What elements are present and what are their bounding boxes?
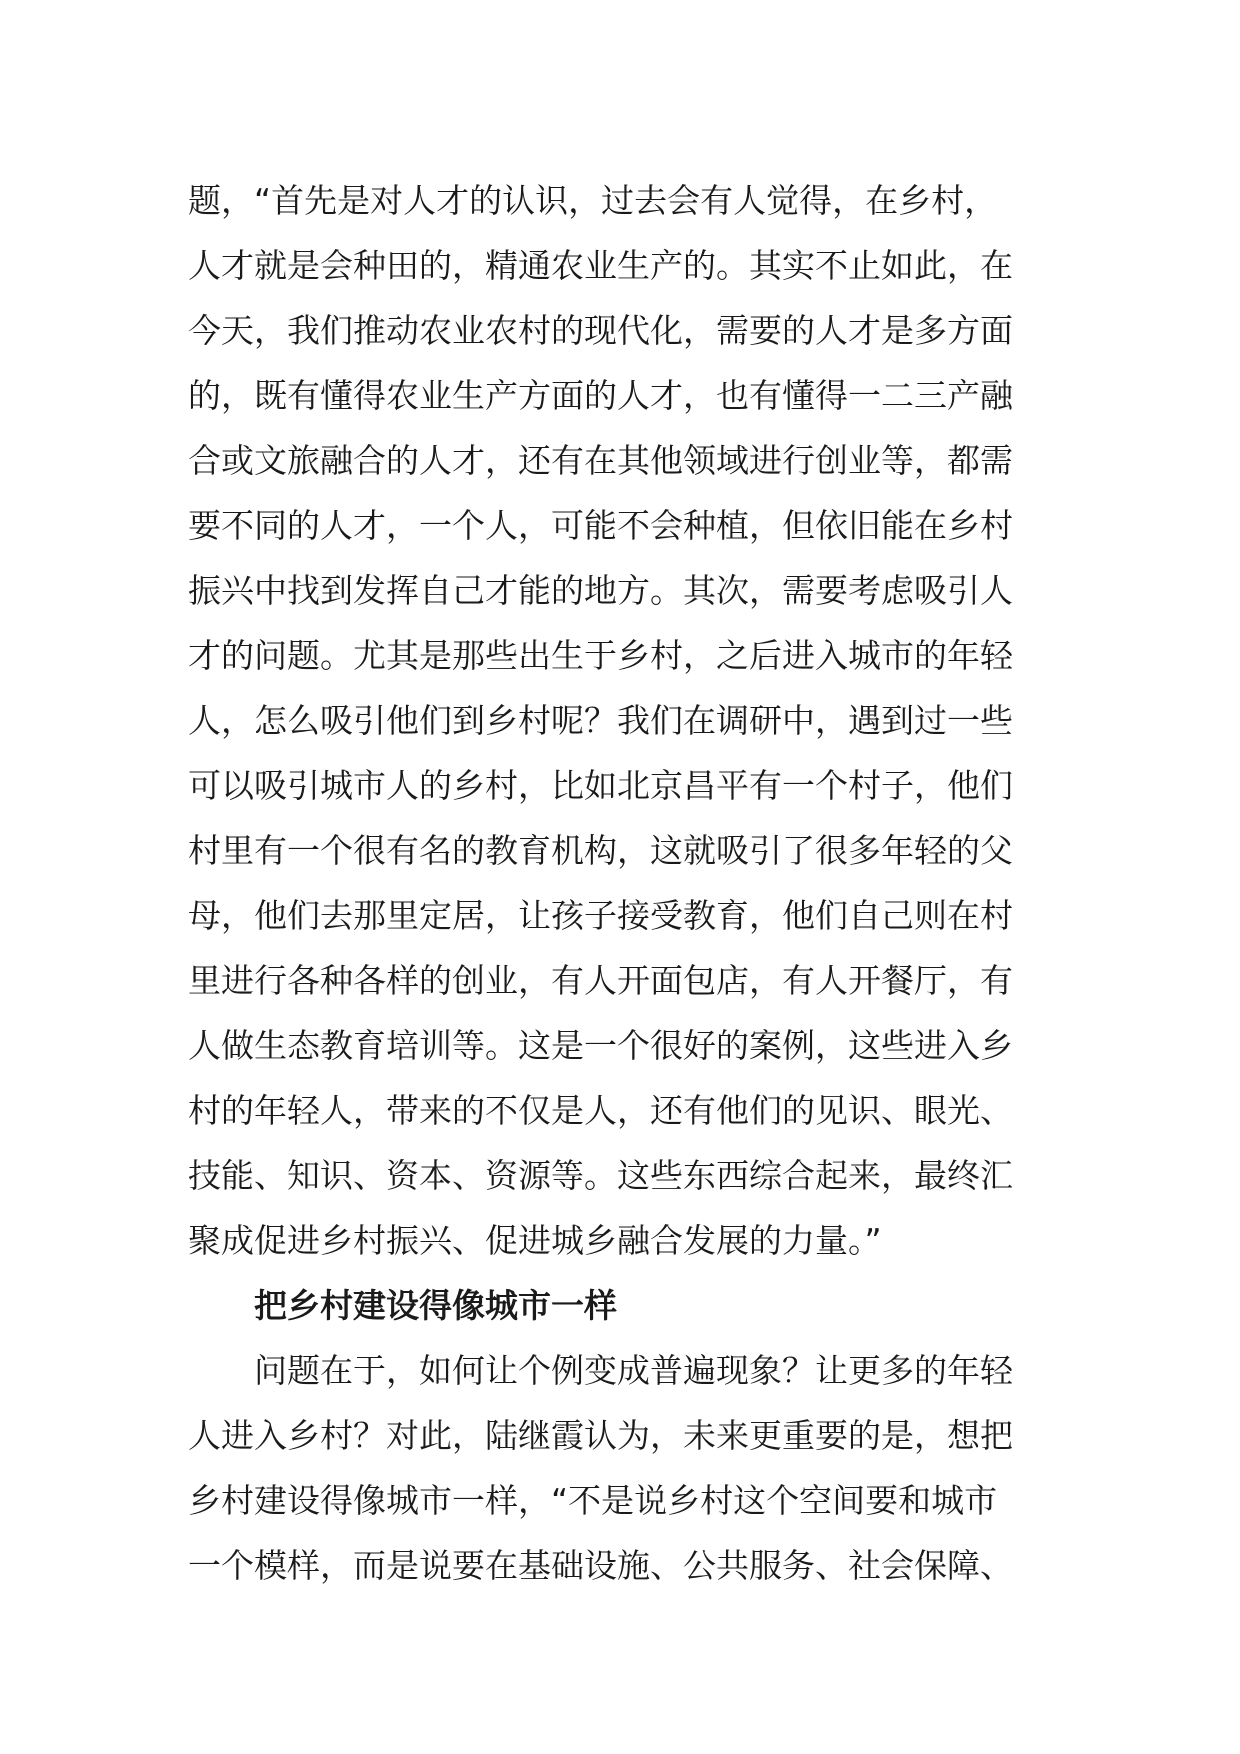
paragraph-line: 一个模样，而是说要在基础设施、公共服务、社会保障、: [188, 1546, 1013, 1585]
section-heading: 把乡村建设得像城市一样: [254, 1286, 617, 1325]
paragraph-line: 题，“首先是对人才的认识，过去会有人觉得，在乡村，: [188, 181, 998, 220]
paragraph-line: 乡村建设得像城市一样，“不是说乡村这个空间要和城市: [188, 1481, 998, 1520]
paragraph-line: 才的问题。尤其是那些出生于乡村，之后进入城市的年轻: [188, 636, 1013, 675]
paragraph-line: 母，他们去那里定居，让孩子接受教育，他们自己则在村: [188, 896, 1013, 935]
paragraph-line: 人进入乡村？对此，陆继霞认为，未来更重要的是，想把: [188, 1416, 1013, 1455]
paragraph-line: 振兴中找到发挥自己才能的地方。其次，需要考虑吸引人: [188, 571, 1013, 610]
paragraph-line: 今天，我们推动农业农村的现代化，需要的人才是多方面: [188, 311, 1013, 350]
paragraph-line: 合或文旅融合的人才，还有在其他领域进行创业等，都需: [188, 441, 1013, 480]
paragraph-line: 要不同的人才，一个人，可能不会种植，但依旧能在乡村: [188, 506, 1013, 545]
paragraph-line: 里进行各种各样的创业，有人开面包店，有人开餐厅，有: [188, 961, 1013, 1000]
paragraph-line: 人做生态教育培训等。这是一个很好的案例，这些进入乡: [188, 1026, 1013, 1065]
paragraph-line: 问题在于，如何让个例变成普遍现象？让更多的年轻: [254, 1351, 1013, 1390]
article-body: [188, 168, 1064, 1598]
paragraph-line: 的，既有懂得农业生产方面的人才，也有懂得一二三产融: [188, 376, 1013, 415]
paragraph-line: 聚成促进乡村振兴、促进城乡融合发展的力量。”: [188, 1221, 882, 1260]
paragraph-line: 可以吸引城市人的乡村，比如北京昌平有一个村子，他们: [188, 766, 1013, 805]
paragraph-line: 村里有一个很有名的教育机构，这就吸引了很多年轻的父: [188, 831, 1013, 870]
paragraph-line: 村的年轻人，带来的不仅是人，还有他们的见识、眼光、: [188, 1091, 1013, 1130]
paragraph-line: 人，怎么吸引他们到乡村呢？我们在调研中，遇到过一些: [188, 701, 1013, 740]
paragraph-line: 人才就是会种田的，精通农业生产的。其实不止如此，在: [188, 246, 1013, 285]
paragraph-line: 技能、知识、资本、资源等。这些东西综合起来，最终汇: [188, 1156, 1013, 1195]
